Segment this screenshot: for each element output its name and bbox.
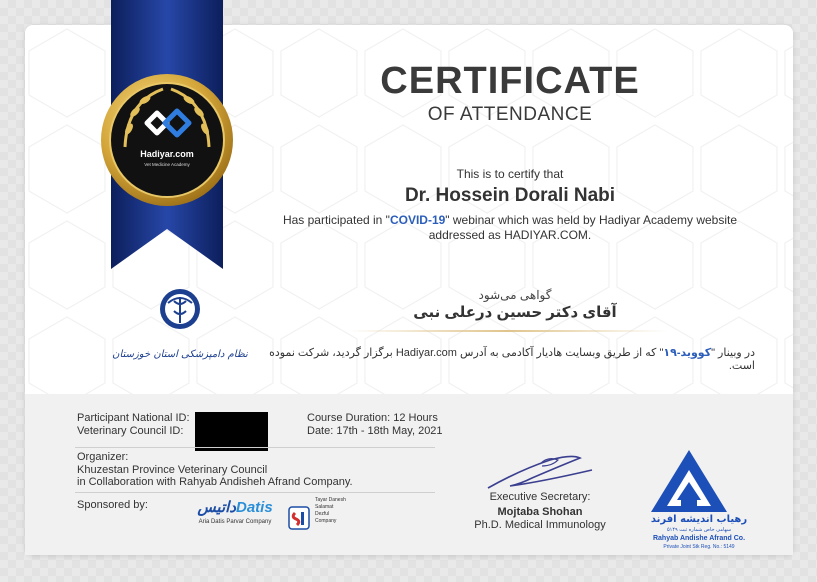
datis-logo-fa: داتیس: [197, 499, 236, 516]
redacted-id-box: [195, 412, 268, 451]
participation-prefix: Has participated in ": [282, 213, 390, 227]
secretary-signature: [480, 448, 600, 496]
datis-caption: Aria Datis Parvar Company: [198, 519, 272, 525]
rahyab-company-logo: [629, 450, 769, 555]
council-id-label: Veterinary Council ID:: [77, 425, 184, 437]
tayar-danesh-icon: [287, 505, 311, 531]
organizer-label: Organizer:: [77, 451, 129, 463]
sponsored-label: Sponsored by:: [77, 499, 148, 511]
secretary-degree: Ph.D. Medical Immunology: [474, 519, 606, 531]
secretary-label: Executive Secretary:: [489, 491, 591, 503]
rahyab-fa-name: رهیاب اندیشه افرند: [650, 514, 748, 525]
rahyab-fa-sub: سهامی خاص شماره ثبت ۵۱۴۹: [666, 527, 732, 533]
certificate-subtitle: OF ATTENDANCE: [427, 104, 593, 125]
datis-logo-en: Datis: [235, 499, 273, 516]
course-date: Date: 17th - 18th May, 2021: [307, 425, 443, 437]
persian-recipient-name: آقای دکتر حسین درعلی نبی: [413, 304, 617, 321]
tayar-caption-l4: Company: [315, 518, 337, 524]
datis-sponsor-logo: [191, 498, 279, 532]
persian-desc-prefix: در وبینار ": [711, 347, 755, 359]
participation-suffix: " webinar which was held by Hadiyar Academy website: [445, 213, 738, 227]
secretary-name: Mojtaba Shohan: [497, 506, 583, 518]
organizer-line2: in Collaboration with Rahyab Andisheh Afrand Company.: [77, 476, 353, 488]
tayar-caption-l3: Dezful: [315, 511, 330, 517]
participation-line2: addressed as HADIYAR.COM.: [428, 228, 592, 242]
veterinary-council-logo: [112, 287, 248, 367]
badge-brand: Hadiyar.com: [140, 149, 194, 159]
badge-tagline: Vet Medicine Academy: [144, 162, 190, 167]
certificate-card: [25, 25, 793, 555]
certify-text: This is to certify that: [456, 167, 564, 181]
persian-desc-suffix: " که از طریق وبسایت هادیار آکادمی به آدرس Hadiyar.com برگزار گردید، شرکت نموده است.: [269, 347, 755, 372]
tayar-danesh-sponsor-logo: [287, 497, 357, 535]
rahyab-reg: Private Joint Stk Reg. No.: 5149: [663, 544, 735, 550]
rahyab-en-name: Rahyab Andishe Afrand Co.: [652, 535, 746, 542]
persian-certify-text: گواهی می‌شود: [478, 288, 552, 302]
tayar-caption-l2: Salamat: [315, 504, 334, 510]
course-duration: Course Duration: 12 Hours: [307, 412, 438, 424]
persian-participation-statement: [255, 346, 755, 372]
footer-divider-1: [75, 447, 435, 448]
vet-council-caption: نظام دامپزشکی استان خوزستان: [112, 349, 248, 360]
award-ribbon-badge: [107, 0, 267, 275]
certificate-title: CERTIFICATE: [380, 60, 640, 102]
organizer-line1: Khuzestan Province Veterinary Council: [77, 464, 268, 476]
webinar-topic: COVID-19: [389, 213, 446, 227]
tayar-caption-l1: Tayar Danesh: [315, 497, 346, 503]
participation-statement: [275, 213, 745, 243]
recipient-name: Dr. Hossein Dorali Nabi: [404, 185, 616, 206]
footer-divider-2: [75, 492, 435, 493]
national-id-label: Participant National ID:: [77, 412, 190, 424]
gold-divider-line: [347, 330, 667, 332]
persian-webinar-topic: کووید-۱۹: [663, 347, 712, 359]
